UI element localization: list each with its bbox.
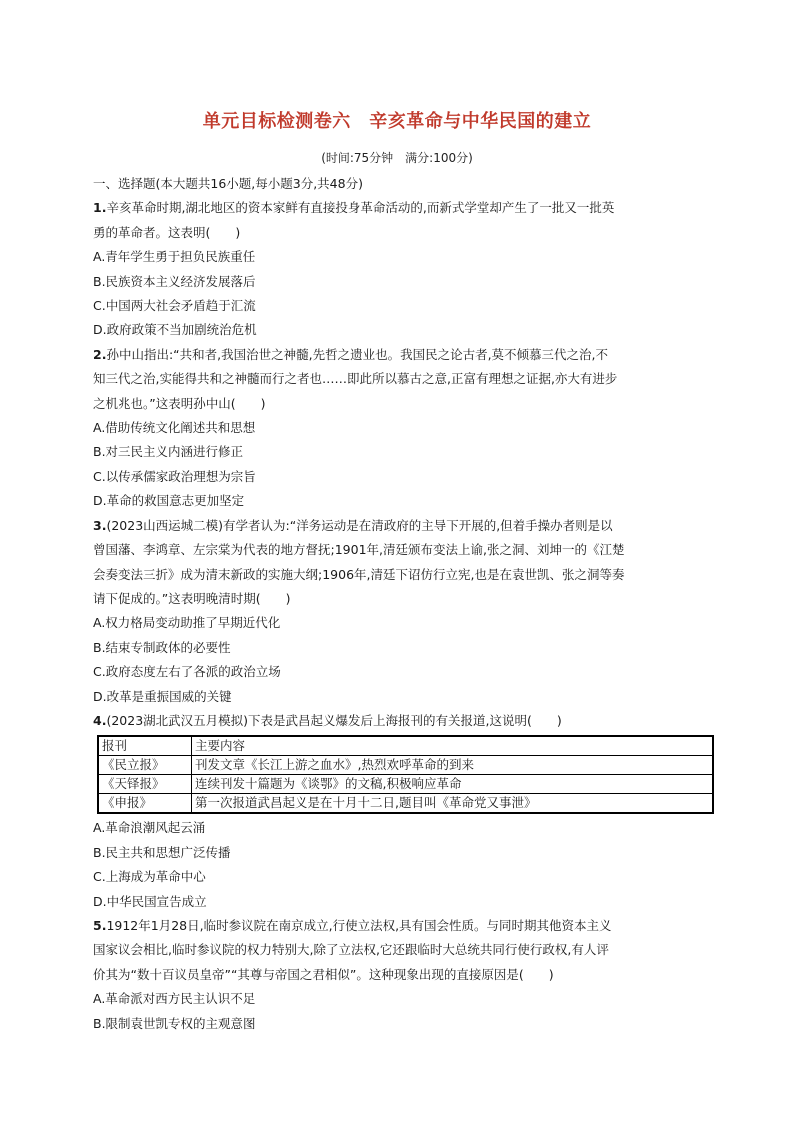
question-text: 请下促成的。”这表明晚清时期( ) xyxy=(93,590,291,606)
question-1 xyxy=(93,196,721,342)
table-header-cell: 报刊 xyxy=(98,736,192,756)
question-3 xyxy=(93,514,721,709)
table-header-row xyxy=(98,736,713,756)
table-cell: 刊发文章《长江上游之血水》,热烈欢呼革命的到来 xyxy=(192,756,714,775)
table-row xyxy=(98,794,713,814)
table-header-cell: 主要内容 xyxy=(192,736,714,756)
table-cell: 《申报》 xyxy=(98,794,192,814)
question-text: 国家议会相比,临时参议院的权力特别大,除了立法权,它还跟临时大总统共同行使行政权,有人评 xyxy=(93,942,609,958)
question-text: 辛亥革命时期,湖北地区的资本家鲜有直接投身革命活动的,而新式学堂却产生了一批又一批英 xyxy=(106,200,615,216)
option-b: B.对三民主义内涵进行修正 xyxy=(93,444,244,460)
option-c: C.以传承儒家政治理想为宗旨 xyxy=(93,468,256,484)
question-number: 5. xyxy=(93,917,107,933)
option-c: C.政府态度左右了各派的政治立场 xyxy=(93,664,281,680)
question-text: (2023山西运城二模)有学者认为:“洋务运动是在清政府的主导下开展的,但着手操办者则是以 xyxy=(106,517,613,533)
question-text: 1912年1月28日,临时参议院在南京成立,行使立法权,具有国会性质。与同时期其他资本主义 xyxy=(106,917,612,933)
option-d: D.中华民国宣告成立 xyxy=(93,893,207,909)
question-number: 4. xyxy=(93,712,107,728)
option-c: C.上海成为革命中心 xyxy=(93,869,206,885)
option-d: D.革命的救国意志更加坚定 xyxy=(93,493,245,509)
option-b: B.结束专制政体的必要性 xyxy=(93,639,231,655)
table-cell: 连续刊发十篇题为《谈鄂》的文稿,积极响应革命 xyxy=(192,775,714,794)
table-cell: 《天铎报》 xyxy=(98,775,192,794)
question-text: 之机兆也。”这表明孙中山( ) xyxy=(93,395,266,411)
exam-content xyxy=(93,172,721,1036)
option-b: B.民族资本主义经济发展落后 xyxy=(93,273,256,289)
question-text: 知三代之治,实能得共和之神髓而行之者也……即此所以慕古之意,正富有理想之证据,亦大有进步 xyxy=(93,371,618,387)
table-cell: 第一次报道武昌起义是在十月十二日,题目叫《革命党又事泄》 xyxy=(192,794,714,814)
question-2 xyxy=(93,343,721,514)
option-b: B.限制袁世凯专权的主观意图 xyxy=(93,1015,256,1031)
question-number: 3. xyxy=(93,517,107,533)
question-5 xyxy=(93,914,721,1036)
section-heading: 一、选择题(本大题共16小题,每小题3分,共48分) xyxy=(93,176,363,191)
table-row xyxy=(98,775,713,794)
page-title: 单元目标检测卷六 辛亥革命与中华民国的建立 xyxy=(202,111,592,132)
question-text: 孙中山指出:“共和者,我国治世之神髓,先哲之遗业也。我国民之论古者,莫不倾慕三代之治,不 xyxy=(106,346,609,362)
question-4 xyxy=(93,709,721,914)
question-text: 会奏变法三折》成为清末新政的实施大纲;1906年,清廷下诏仿行立宪,也是在袁世凯、张之洞等奏 xyxy=(93,566,625,582)
exam-time-score: (时间:75分钟 满分:100分) xyxy=(321,151,473,165)
option-a: A.革命派对西方民主认识不足 xyxy=(93,991,256,1007)
question-number: 1. xyxy=(93,200,107,216)
question-number: 2. xyxy=(93,346,107,362)
table-row xyxy=(98,756,713,775)
option-d: D.政府政策不当加剧统治危机 xyxy=(93,322,257,338)
question-text: 勇的革命者。这表明( ) xyxy=(93,224,241,240)
option-a: A.借助传统文化阐述共和思想 xyxy=(93,420,256,436)
option-b: B.民主共和思想广泛传播 xyxy=(93,844,231,860)
option-a: A.革命浪潮风起云涌 xyxy=(93,820,206,836)
question-text: 曾国藩、李鸿章、左宗棠为代表的地方督抚;1901年,清廷颁布变法上谕,张之洞、刘坤一的《江楚 xyxy=(93,542,625,558)
question-text: (2023湖北武汉五月模拟)下表是武昌起义爆发后上海报刊的有关报道,这说明( ) xyxy=(106,712,562,728)
option-a: A.青年学生勇于担负民族重任 xyxy=(93,249,256,265)
option-d: D.改革是重振国威的关键 xyxy=(93,688,232,704)
question-text: 价其为“数十百议员皇帝”“其尊与帝国之君相似”。这种现象出现的直接原因是( ) xyxy=(93,966,554,982)
table-cell: 《民立报》 xyxy=(98,756,192,775)
newspaper-table xyxy=(97,735,714,814)
option-c: C.中国两大社会矛盾趋于汇流 xyxy=(93,298,256,314)
option-a: A.权力格局变动助推了早期近代化 xyxy=(93,615,281,631)
